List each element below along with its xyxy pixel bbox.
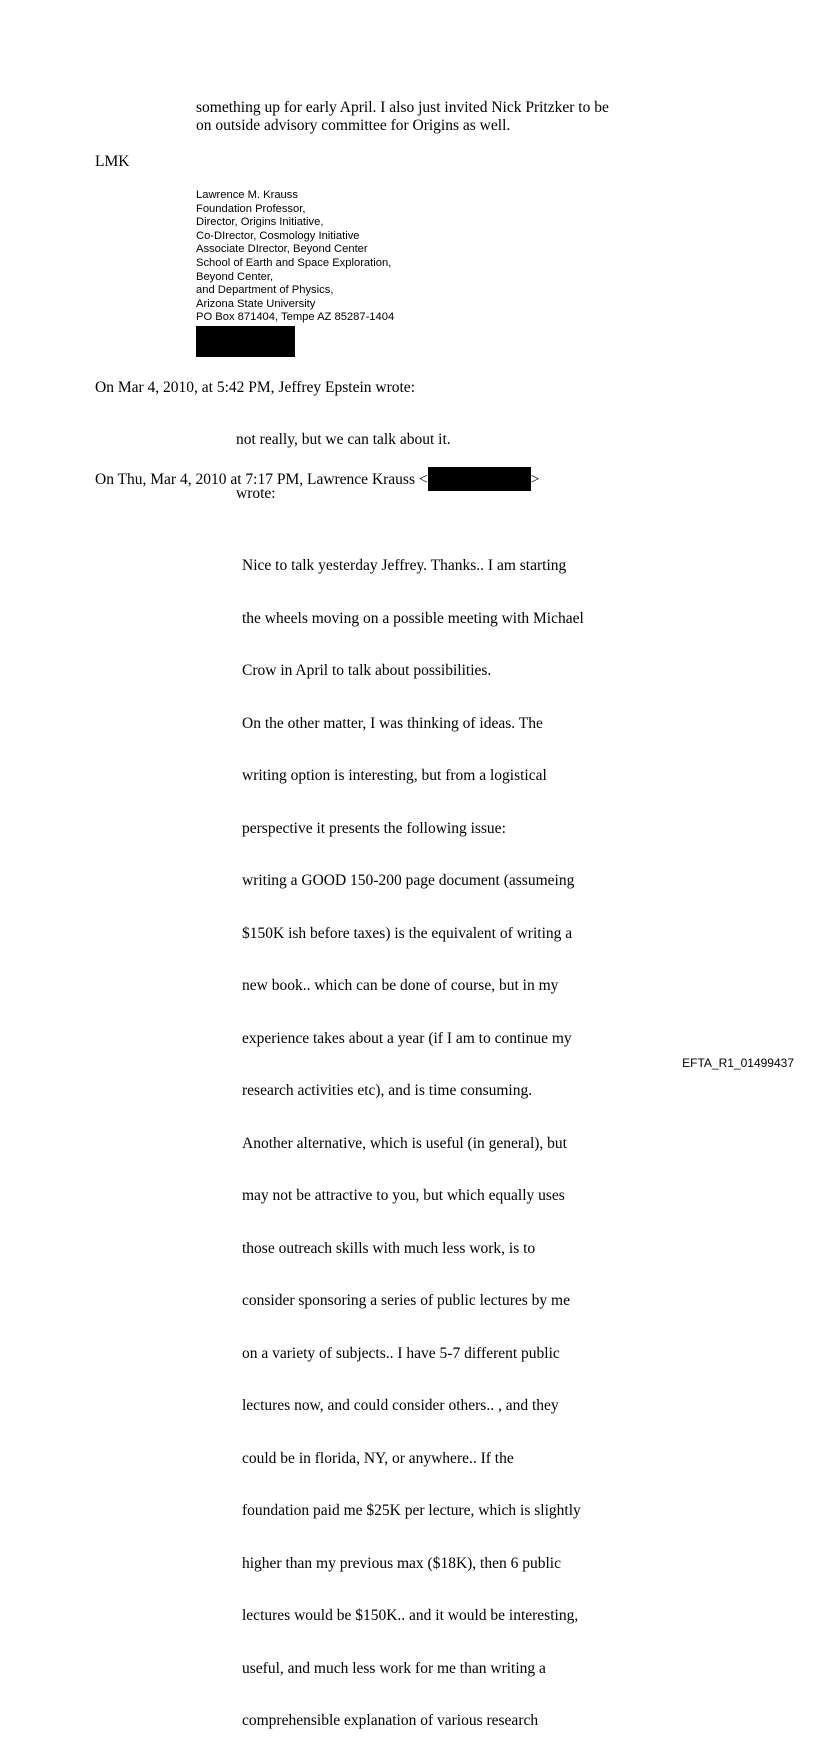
body-line: perspective it presents the following issue: [242,819,506,837]
signature-line: Foundation Professor, [196,202,306,215]
signature-line: PO Box 871404, Tempe AZ 85287-1404 [196,311,395,324]
body-line: Nice to talk yesterday Jeffrey. Thanks.. I am starting [242,557,567,574]
redaction-box-signature [196,326,295,357]
body-line: research activities etc), and is time consuming. [242,1082,533,1099]
krauss-header-suffix: > [530,471,540,488]
signature-line: and Department of Physics, [196,284,334,297]
top-fragment-line-1: something up for early April. I also just invited Nick Pritzker to be [196,99,609,116]
signature-line: School of Earth and Space Exploration, [196,256,392,269]
body-line: writing a GOOD 150-200 page document (assumeing [242,872,575,889]
signature-line: Beyond Center, [196,270,274,283]
body-line: lectures now, and could consider others.. , and they [242,1397,559,1414]
signature-line: Director, Origins Initiative, [196,216,324,229]
body-line: foundation paid me $25K per lecture, which is slightly [242,1502,581,1519]
signature-block [196,189,394,325]
krauss-email-header [95,467,539,491]
body-line: could be in florida, NY, or anywhere.. If the [242,1449,514,1467]
signature-line: Lawrence M. Krauss [196,189,298,201]
body-line: on a variety of subjects.. I have 5-7 different public [242,1344,560,1362]
signature-line: Co-DIrector, Cosmology Initiative [196,229,360,242]
body-line: lectures would be $150K.. and it would be interesting, [242,1607,579,1624]
top-fragment-line-2: on outside advisory committee for Origins as well. [196,116,511,134]
body-line: those outreach skills with much less work, is to [242,1239,536,1257]
body-line: may not be attractive to you, but which equally uses [242,1187,565,1204]
body-line: the wheels moving on a possible meeting with Michael [242,609,584,627]
body-line: useful, and much less work for me than writing a [242,1659,546,1677]
body-line: Another alternative, which is useful (in general), but [242,1134,567,1152]
body-line: On the other matter, I was thinking of ideas. The [242,714,543,732]
epstein-reply-text: not really, but we can talk about it. [236,431,451,448]
body-line: Crow in April to talk about possibilities. [242,662,492,679]
signature-line: Arizona State University [196,297,316,310]
krauss-header-prefix: On Thu, Mar 4, 2010 at 7:17 PM, Lawrence Krauss < [95,471,428,488]
epstein-email-header: On Mar 4, 2010, at 5:42 PM, Jeffrey Epstein wrote: [95,379,415,396]
document-id-footer: EFTA_R1_01499437 [682,1056,794,1070]
body-line: consider sponsoring a series of public lectures by me [242,1292,570,1309]
body-line: $150K ish before taxes) is the equivalent of writing a [242,924,573,942]
body-line: writing option is interesting, but from a logistical [242,767,547,784]
top-fragment [196,99,609,134]
body-line: experience takes about a year (if I am to continue my [242,1029,572,1047]
body-line: new book.. which can be done of course, but in my [242,977,559,994]
sign-off-lmk: LMK [95,153,130,170]
signature-line: Associate DIrector, Beyond Center [196,243,368,256]
krauss-email-body [242,522,584,1747]
krauss-header-wrote: wrote: [236,485,276,502]
redaction-box-email [428,467,531,491]
body-line: higher than my previous max ($18K), then 6 public [242,1554,561,1572]
body-line: comprehensible explanation of various research [242,1712,539,1729]
